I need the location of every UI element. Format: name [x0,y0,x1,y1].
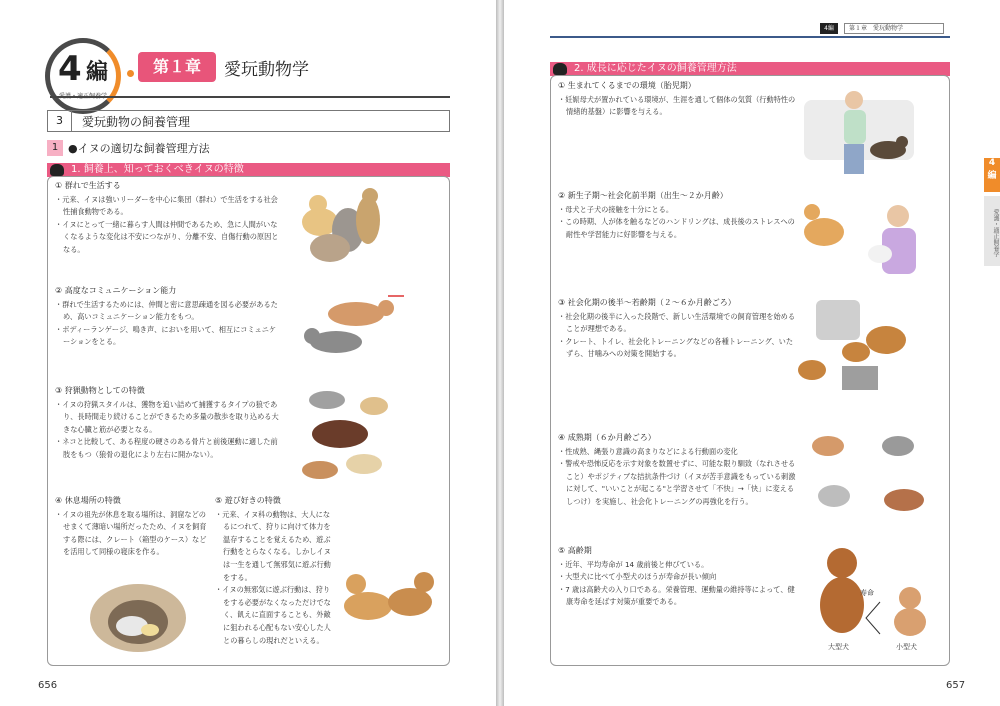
header-rule [550,36,950,38]
cat-silhouette-icon [50,164,64,176]
page-number: 656 [38,680,58,691]
block-item: ・母犬と子犬の接触を十分にとる。 [558,204,674,214]
den-illustration [88,578,188,652]
feature-block-1 [55,180,283,257]
thumb-tab-subtitle: 愛護・適正飼養学 [984,196,1000,266]
block-heading: ① 生まれてくるまでの環境（胎児期） [558,81,696,90]
block-item: ・近年、平均寿命が 14 歳前後と伸びている。 [558,559,709,569]
section-header [47,110,450,132]
left-page [0,0,496,706]
large-dog-label: 大型犬 [828,643,849,651]
right-page [504,0,1000,706]
small-dog-label: 小型犬 [896,643,917,651]
stage-block-1 [558,80,798,119]
part-number: 4 [58,49,82,89]
thumb-tab-label: 編 [987,171,997,181]
book-gutter [496,0,504,706]
stage-block-4 [558,432,798,509]
section-number: 3 [48,111,72,131]
block-item: ・警戒や恐怖反応を示す対象を数置せずに、可能な限り馴致（なれさせること）やポジティブな拮抗条件づけ（イヌが苦手意識をもっている刺激に対して、"いいことが起こる"と学習させて「不快」→「快」に変えるしつけ）を実施し、社会化トレーニングの再強化を行う。 [558,459,796,506]
block-item: ・元来、イヌ科の動物は、大人になるにつれて、狩りに向けて体力を温存することを覚えるため、遊ぶ行動をとらなくなる。しかしイヌは一生を通して無邪気に遊ぶ行動をする。 [215,509,331,582]
cat-silhouette-icon [553,63,567,75]
feature-block-2 [55,285,283,349]
block-item: ・イヌの狩猟スタイルは、獲物を追い詰めて捕獲するタイプの狼であり、長時間走り続けることができるため多量の散歩を取り込める大きな心臓と筋が必要となる。 [55,399,279,434]
topic-bar [550,62,950,76]
part-emblem [45,38,121,114]
comparison-bracket-icon [862,600,884,636]
topic-bar [47,163,450,177]
feature-block-3 [55,385,283,462]
small-dog-illustration [888,584,932,640]
block-item: ・妊娠母犬が置かれている環境が、生涯を通して個体の気質（行動特性の情緒的基盤）に影響を与える。 [558,94,796,117]
lifespan-label: 寿命 [860,589,874,597]
block-item: ・元来、イヌは強いリーダーを中心に集団（群れ）で生活をする社会性捕食動物である。 [55,194,278,217]
feature-block-5 [215,495,335,647]
hunting-dogs-illustration [292,372,404,492]
woman-with-dog-illustration [804,80,924,180]
subsection-title: ●イヌの適切な飼養管理方法 [68,142,210,155]
block-heading: ① 群れで生活する [55,181,121,190]
part-label: 編 [86,60,109,85]
topic-bar-title: 2. 成長に応じたイヌの飼養管理方法 [574,63,737,74]
block-item: ・この時期、人が体を触るなどのハンドリングは、成長後のストレスへの耐性や学習能力に好影響を与える。 [558,217,795,239]
block-heading: ③ 狩猟動物としての特徴 [55,386,145,395]
block-item: ・大型犬に比べて小型犬のほうが寿命が長い傾向 [558,572,717,582]
header-divider [50,96,450,98]
running-head-tag: 4編 [820,23,838,34]
block-item: ・イヌにとって一緒に暮らす人間は仲間であるため、急に人間がいなくなるような変化は不安につながり、分離不安、自傷行動の原因となる。 [55,219,279,254]
stage-block-5 [558,545,798,609]
subsection-number: 1 [47,140,63,156]
dog-pack-illustration [290,182,390,274]
block-item: ・クレート、トイレ、社会化トレーニングなどの各種トレーニング、いたずら、甘噛みへの対策を開始する。 [558,336,794,359]
thumb-tab-number: 4 [988,158,996,168]
chapter-badge: 第１章 [138,52,216,82]
block-item: ・イヌの祖先が休息を取る場所は、洞窟などのせまくて薄暗い場所だったため、イヌを飼育する際には、クレート（箱型のケース）などを活用して同様の寝床を作る。 [55,509,207,557]
dogs-communicating-illustration [296,286,406,366]
block-item: ・性成熟、縄張り意識の高まりなどによる行動面の変化 [558,446,738,456]
block-heading: ② 高度なコミュニケーション能力 [55,286,177,295]
block-item: ・ネコと比較して、ある程度の硬さのある骨片と前後運動に適した前肢をもつ（狼骨の退化により左右に開かない）。 [55,437,278,459]
block-heading: ④ 休息場所の特徴 [55,496,121,505]
block-heading: ② 新生子期～社会化前半期（出生～２か月齢） [558,191,728,200]
crate-puppies-illustration [796,296,928,406]
chapter-title: 愛玩動物学 [224,60,309,80]
block-heading: ③ 社会化期の後半～若齢期（２～６か月齢ごろ） [558,298,736,307]
feature-block-4 [55,495,207,559]
section-title: 愛玩動物の飼養管理 [82,115,191,129]
playing-dogs-illustration [338,558,438,648]
block-heading: ⑤ 高齢期 [558,546,592,555]
block-item: ・イヌの無邪気に遊ぶ行動は、狩りをする必要がなくなっただけでなく、飢えに直面することも、外敵に狙われる心配もない安心した人との暮らしの現れだといえる。 [215,585,331,645]
block-heading: ⑤ 遊び好きの特徴 [215,496,281,505]
thumb-tab[interactable] [984,158,1000,192]
puppy-handling-illustration [800,192,930,290]
stage-block-3 [558,297,798,361]
block-item: ・7 歳は高齢犬の入り口である。栄養管理、運動量の維持等によって、健康寿命を延ばす対策が重要である。 [558,584,795,607]
block-item: ・社会化期の後半に入った段階で、新しい生活環境での飼育管理を始めることが理想である。 [558,311,796,334]
running-head-text: 第１章 愛玩動物学 [844,23,944,34]
page-number: 657 [946,680,966,691]
stage-block-2 [558,190,798,241]
block-heading: ④ 成熟期（６か月齢ごろ） [558,433,656,442]
adolescent-dogs-illustration [804,420,928,528]
block-item: ・群れで生活するためには、仲間と密に意思疎通を図る必要があるため、高いコミュニケーション能力をもつ。 [55,299,278,322]
header-dot-icon [127,70,134,77]
block-item: ・ボディーランゲージ、鳴き声、においを用いて、相互にコミュニケーションをとる。 [55,324,277,347]
topic-bar-title: 1. 飼養上、知っておくべきイヌの特徴 [71,164,244,175]
